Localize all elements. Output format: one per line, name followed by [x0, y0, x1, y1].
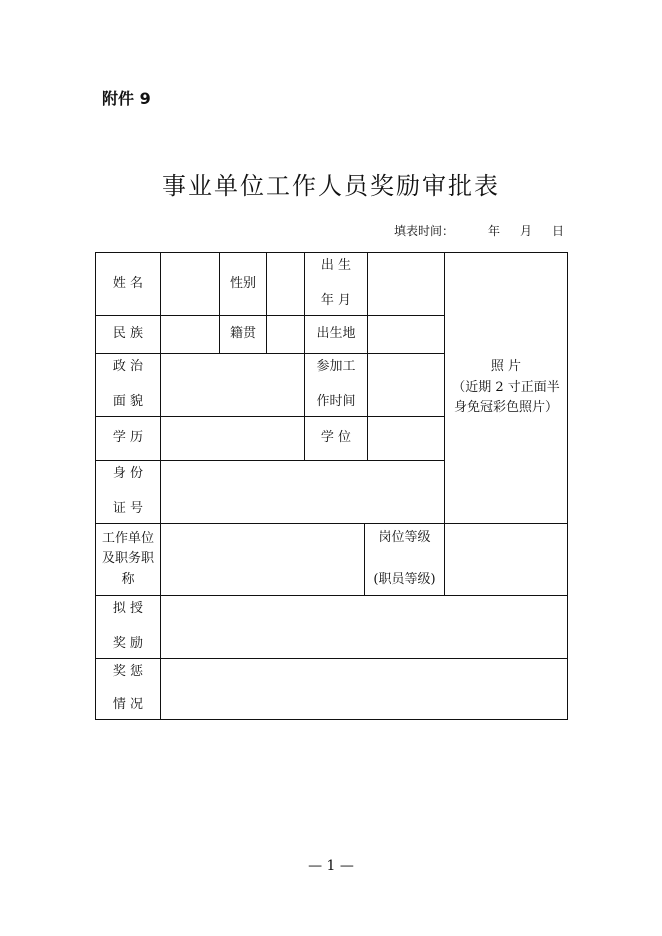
native-label: 籍贯 — [229, 326, 256, 342]
workunit-label: 工作单位及职务职称 — [101, 531, 154, 587]
ethnicity-label: 民 族 — [112, 326, 144, 342]
photo-note: （近期 2 寸正面半身免冠彩色照片） — [452, 379, 560, 416]
post-grade-label-bottom: (职员等级) — [373, 572, 436, 588]
ethnicity-value-cell[interactable] — [160, 315, 220, 354]
award-label-cell — [95, 595, 161, 659]
birth-label-cell — [304, 252, 368, 316]
politics-label-cell — [95, 353, 161, 417]
name-label: 姓 名 — [112, 275, 144, 291]
post-grade-value-cell[interactable] — [444, 523, 568, 596]
photo-cell[interactable] — [444, 252, 568, 524]
post-grade-label-top: 岗位等级 — [378, 530, 431, 545]
education-label-cell — [95, 416, 161, 461]
award-label-top: 拟 授 — [112, 601, 144, 616]
award-value-cell[interactable] — [160, 595, 568, 659]
education-value-cell[interactable] — [160, 416, 305, 461]
name-value-cell[interactable] — [160, 252, 220, 316]
fill-time-label: 填表时间： — [393, 224, 454, 238]
workunit-label-cell — [95, 523, 161, 596]
record-label-top: 奖 惩 — [112, 664, 144, 679]
birthplace-value-cell[interactable] — [367, 315, 445, 354]
id-label-bottom: 证 号 — [112, 501, 144, 517]
form-title: 事业单位工作人员奖励审批表 — [162, 172, 500, 200]
politics-label-bottom: 面 貌 — [112, 394, 144, 410]
attachment-label: 附件 9 — [102, 89, 151, 108]
education-label: 学 历 — [112, 430, 144, 446]
politics-value-cell[interactable] — [160, 353, 305, 417]
birth-label-top: 出 生 — [320, 258, 352, 273]
workunit-value-cell[interactable] — [160, 523, 365, 596]
award-label-bottom: 奖 励 — [112, 636, 144, 652]
record-label-cell — [95, 658, 161, 720]
work-start-label-cell — [304, 353, 368, 417]
work-start-label-top: 参加工 — [316, 359, 356, 374]
gender-value-cell[interactable] — [266, 252, 305, 316]
id-label-top: 身 份 — [112, 466, 144, 481]
birth-label-bottom: 年 月 — [320, 293, 352, 309]
id-value-cell[interactable] — [160, 460, 445, 524]
record-value-cell[interactable] — [160, 658, 568, 720]
photo-label: 照 片 — [490, 358, 522, 374]
fill-time-year: 年 — [487, 224, 500, 238]
degree-label-cell — [304, 416, 368, 461]
native-label-cell — [219, 315, 267, 354]
post-grade-label-cell — [364, 523, 445, 596]
fill-time-day: 日 — [551, 224, 564, 238]
birthplace-label: 出生地 — [316, 326, 356, 342]
work-start-value-cell[interactable] — [367, 353, 445, 417]
ethnicity-label-cell — [95, 315, 161, 354]
approval-form-table — [95, 252, 568, 720]
birthplace-label-cell — [304, 315, 368, 354]
gender-label-cell — [219, 252, 267, 316]
record-label-bottom: 情 况 — [112, 697, 144, 713]
gender-label: 性别 — [229, 275, 256, 291]
degree-label: 学 位 — [320, 430, 352, 446]
native-value-cell[interactable] — [266, 315, 305, 354]
name-label-cell — [95, 252, 161, 316]
page-number: — 1 — — [308, 858, 354, 874]
politics-label-top: 政 治 — [112, 359, 144, 374]
fill-time-line — [394, 222, 564, 239]
work-start-label-bottom: 作时间 — [316, 394, 356, 410]
birth-value-cell[interactable] — [367, 252, 445, 316]
degree-value-cell[interactable] — [367, 416, 445, 461]
fill-time-month: 月 — [519, 224, 532, 238]
id-label-cell — [95, 460, 161, 524]
